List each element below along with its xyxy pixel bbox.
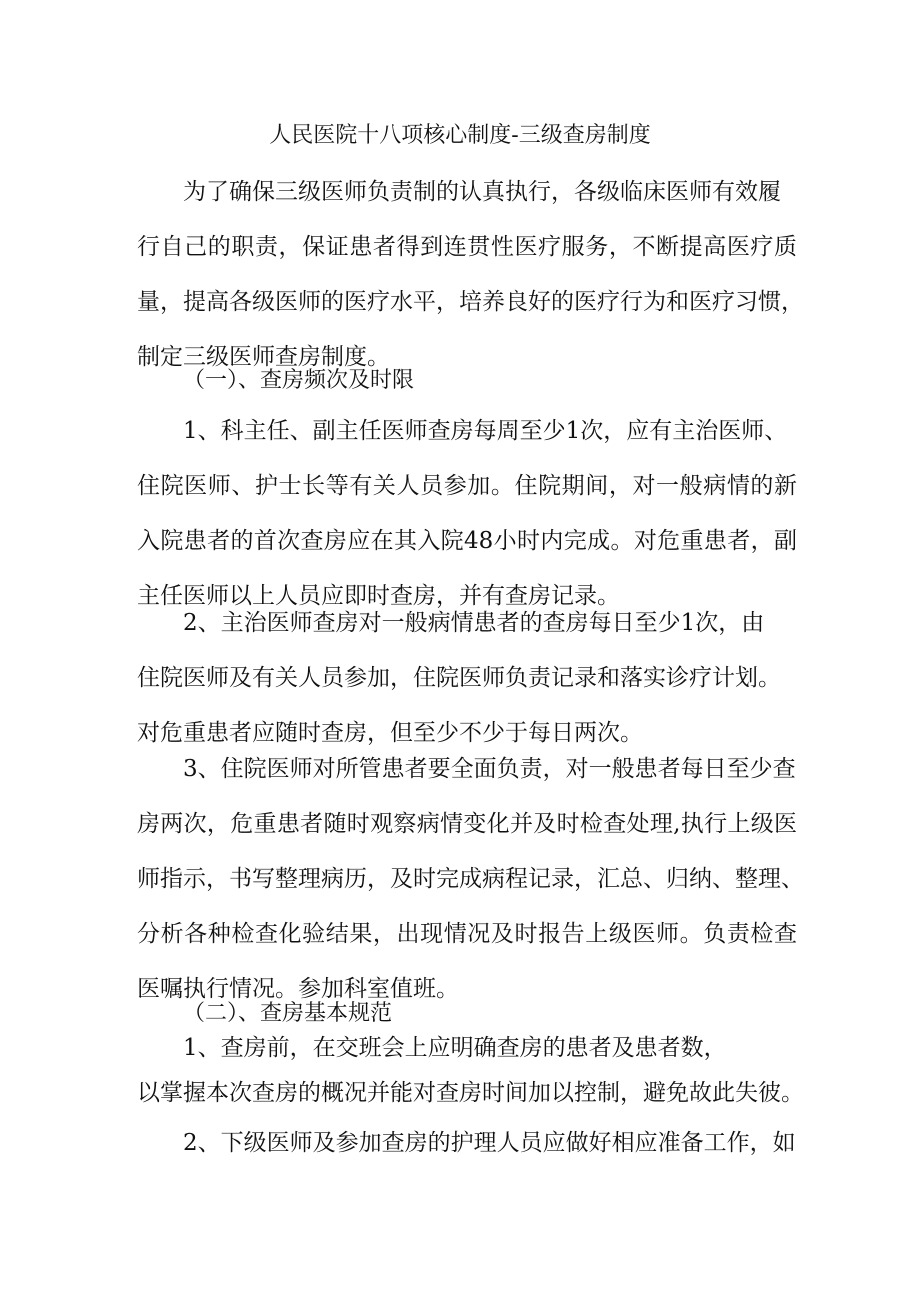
section1-item1-paragraph: [137, 404, 797, 624]
section1-item2-paragraph: [137, 596, 797, 761]
section-heading-2: （二）、查房基本规范: [183, 1001, 393, 1026]
section-heading-1: （一）、查房频次及时限: [183, 368, 415, 393]
paragraph-line: 对危重患者应随时查房，但至少不少于每日两次。: [137, 720, 643, 746]
paragraph-line: 住院医师、护士长等有关人员参加。住院期间，对一般病情的新: [137, 473, 797, 499]
section2-item1-paragraph: [137, 1026, 804, 1116]
paragraph-line: 入院患者的首次查房应在其入院48小时内完成。对危重患者，副: [137, 528, 797, 554]
paragraph-line: 1、查房前，在交班会上应明确查房的患者及患者数，: [183, 1035, 727, 1061]
document-title: 人民医院十八项核心制度-三级查房制度: [269, 123, 651, 148]
paragraph-line: 以掌握本次查房的概况并能对查房时间加以控制，避免故此失彼。: [137, 1080, 804, 1106]
intro-line: 量，提高各级医师的医疗水平，培养良好的医疗行为和医疗习惯，: [137, 289, 804, 315]
paragraph-line: 师指示，书写整理病历，及时完成病程记录，汇总、归纳、整理、: [137, 866, 804, 892]
paragraph-line: 医嘱执行情况。参加科室值班。: [137, 976, 459, 1002]
paragraph-line: 主任医师以上人员应即时查房，并有查房记录。: [137, 583, 620, 609]
paragraph-line: 2、下级医师及参加查房的护理人员应做好相应准备工作，如: [183, 1130, 796, 1156]
intro-line: 为了确保三级医师负责制的认真执行，各级临床医师有效履: [183, 179, 781, 205]
intro-paragraph: [137, 165, 804, 385]
paragraph-line: 3、住院医师对所管患者要全面负责，对一般患者每日至少查: [183, 756, 796, 782]
intro-line: 制定三级医师查房制度。: [137, 344, 390, 370]
paragraph-line: 房两次，危重患者随时观察病情变化并及时检查处理,执行上级医: [137, 811, 797, 837]
paragraph-line: 分析各种检查化验结果，出现情况及时报告上级医师。负责检查: [137, 921, 797, 947]
paragraph-line: 2、主治医师查房对一般病情患者的查房每日至少1次，由: [183, 610, 765, 636]
section1-item3-paragraph: [137, 742, 804, 1017]
paragraph-line: 1、科主任、副主任医师查房每周至少1次，应有主治医师、: [183, 418, 788, 444]
intro-line: 行自己的职责，保证患者得到连贯性医疗服务，不断提高医疗质: [137, 234, 797, 260]
paragraph-line: 住院医师及有关人员参加，住院医师负责记录和落实诊疗计划。: [137, 665, 781, 691]
section2-item2-paragraph: [137, 1116, 797, 1171]
